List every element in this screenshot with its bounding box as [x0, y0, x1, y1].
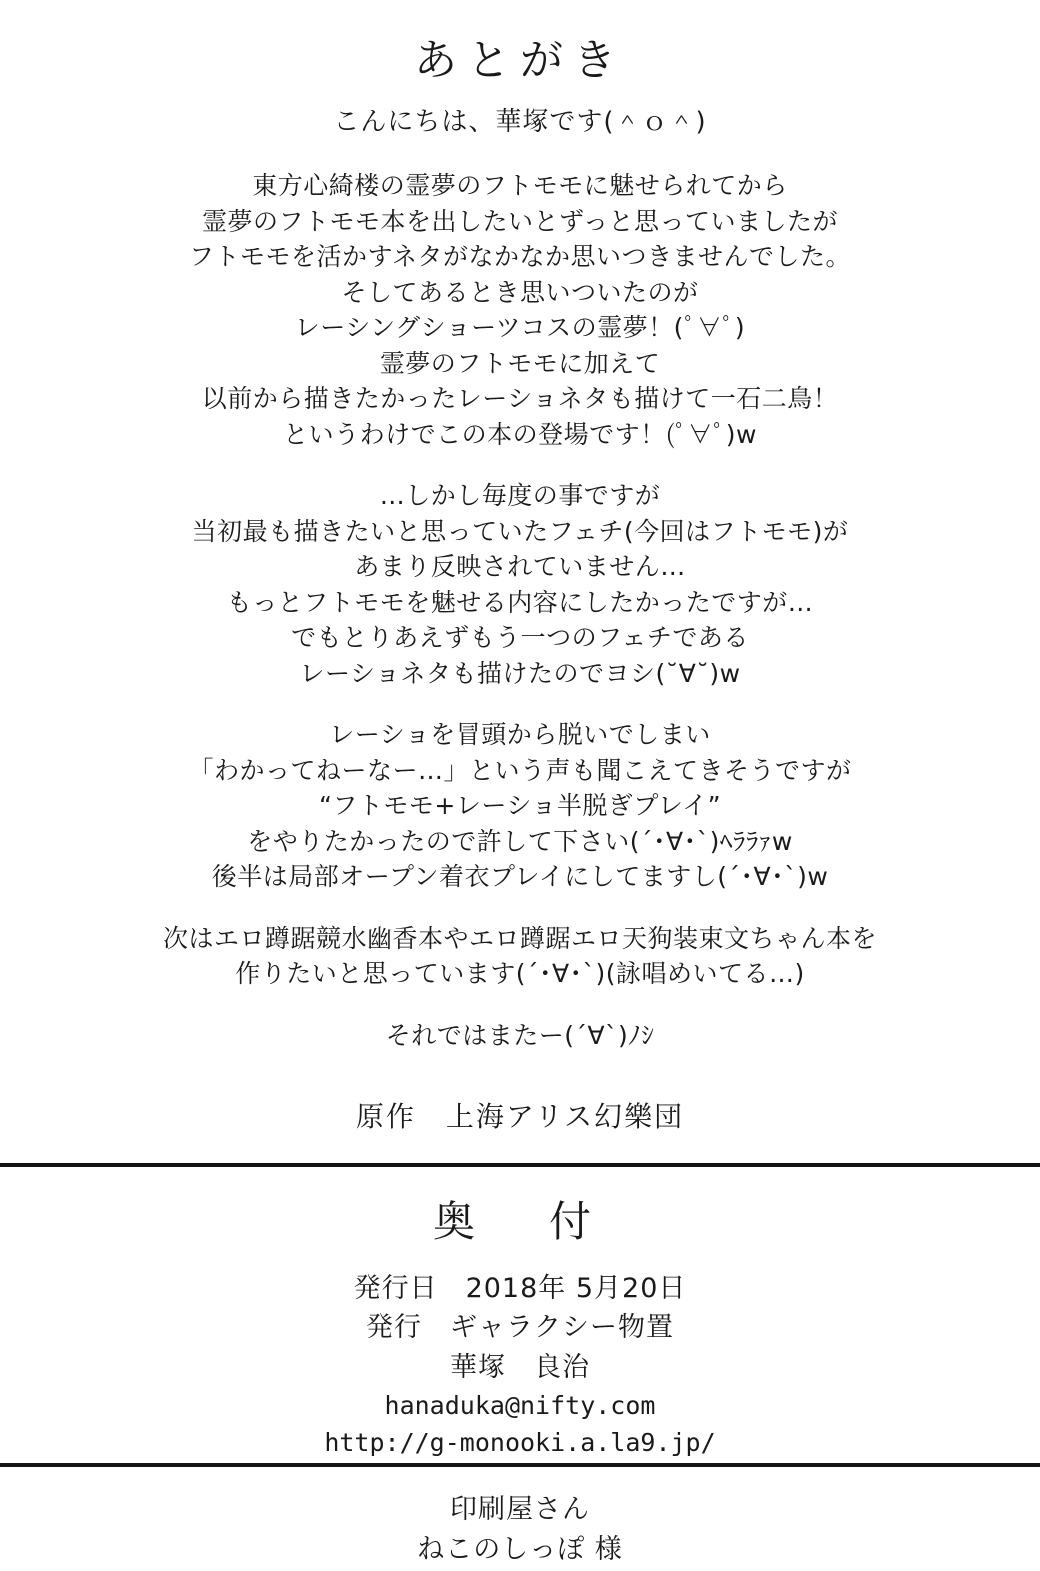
afterword-paragraph-1 — [0, 168, 1040, 452]
paragraph-spacer — [0, 895, 1040, 921]
publication-date: 発行日 2018年 5月20日 — [353, 1273, 687, 1305]
afterword-line: それではまたー(´∀`)ﾉｼ — [385, 1020, 655, 1050]
afterword-line: もっとフトモモを魅せる内容にしたかったですが… — [226, 587, 814, 617]
afterword-line: というわけでこの本の登場です！(ﾟ∀ﾟ)w — [283, 419, 757, 449]
afterword-line: あまり反映されていません… — [354, 552, 686, 582]
afterword-line: 東方心綺楼の霊夢のフトモモに魅せられてから — [252, 171, 788, 201]
colophon-title: 奥 付 — [432, 1197, 607, 1247]
afterword-paragraph-5 — [0, 1018, 1040, 1054]
circle-name: 発行 ギャラクシー物置 — [366, 1312, 674, 1344]
afterword-line: 霊夢のフトモモに加えて — [379, 348, 661, 378]
afterword-line: “フトモモ+レーショ半脱ぎプレイ” — [318, 791, 722, 821]
afterword-line: レーショネタも描けたのでヨシ(˘∀˘)w — [299, 658, 741, 688]
afterword-line: 「わかってねーなー…」という声も聞こえてきそうですが — [188, 755, 852, 785]
printer-name: ねこのしっぽ 様 — [417, 1534, 623, 1566]
paragraph-spacer — [0, 992, 1040, 1018]
afterword-line: そしてあるとき思いついたのが — [341, 277, 699, 307]
paragraph-spacer — [0, 452, 1040, 478]
colophon-section — [0, 1167, 1040, 1570]
afterword-line: でもとりあえずもう一つのフェチである — [291, 623, 749, 653]
afterword-line: レーシングショーツコスの霊夢！(ﾟ∀ﾟ) — [294, 313, 746, 343]
page-title: あとがき — [414, 36, 626, 86]
afterword-line: 次はエロ蹲踞競水幽香本やエロ蹲踞エロ天狗装束文ちゃん本を — [162, 923, 877, 953]
paragraph-spacer — [0, 691, 1040, 717]
afterword-line: 霊夢のフトモモ本を出したいとずっと思っていましたが — [201, 206, 838, 236]
afterword-paragraph-2 — [0, 478, 1040, 691]
email-address[interactable]: hanaduka@nifty.com — [384, 1390, 656, 1420]
afterword-line: 作りたいと思っています(´･∀･`)(詠唱めいてる…) — [235, 959, 805, 989]
afterword-paragraph-4 — [0, 921, 1040, 992]
original-work-credit: 原作 上海アリス幻樂団 — [355, 1100, 685, 1134]
afterword-line: 以前から描きたかったレーショネタも描けて一石二鳥！ — [201, 384, 839, 414]
afterword-line: …しかし毎度の事ですが — [379, 481, 661, 511]
website-url[interactable]: http://g-monooki.a.la9.jp/ — [324, 1428, 716, 1458]
afterword-line: フトモモを活かすネタがなかなか思いつきませんでした。 — [188, 242, 851, 272]
afterword-line: レーショを冒頭から脱いでしまい — [329, 720, 711, 750]
printer-label: 印刷屋さん — [450, 1493, 590, 1525]
afterword-paragraph-3 — [0, 717, 1040, 895]
afterword-line: 当初最も描きたいと思っていたフェチ(今回はフトモモ)が — [191, 516, 849, 546]
author-name: 華塚 良治 — [450, 1351, 590, 1383]
greeting-line: こんにちは、華塚です(＾ｏ＾) — [333, 107, 707, 138]
section-divider-bottom — [0, 1463, 1040, 1467]
afterword-line: 後半は局部オープン着衣プレイにしてますし(´･∀･`)w — [211, 862, 829, 892]
afterword-line: をやりたかったので許して下さい(´･∀･`)ﾍﾗﾗｧw — [247, 826, 793, 856]
